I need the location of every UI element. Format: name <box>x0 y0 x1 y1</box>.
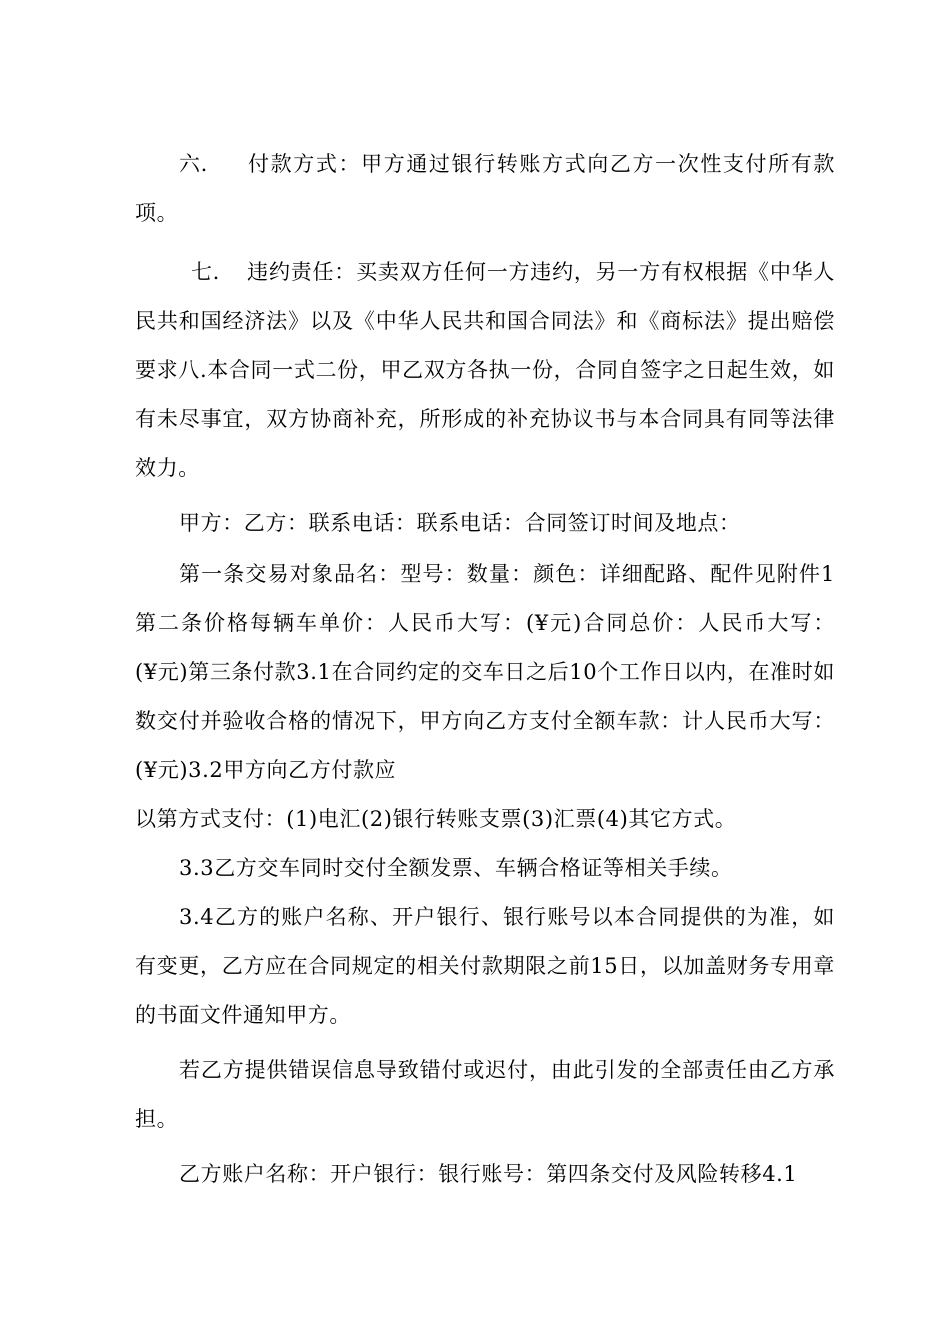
clause-text: 违约责任：买卖双方任何一方违约，另一方有权根据《中华人民共和国经济法》以及《中华人民共和国合同法》和《商标法》提出赔偿要求八.本合同一式二份，甲乙双方各执一份，合同自签字之日起生效，如有未尽事宜，双方协商补充，所形成的补充协议书与本合同具有同等法律效力。 <box>135 260 835 480</box>
clause-six <box>135 140 835 238</box>
clause-number: 六. <box>179 152 208 176</box>
clause-number: 七. <box>191 260 220 284</box>
payment-methods: 以第方式支付：(1)电汇(2)银行转账支票(3)汇票(4)其它方式。 <box>135 807 737 831</box>
clause-3-4: 3.4乙方的账户名称、开户银行、银行账号以本合同提供的为准，如有变更，乙方应在合同规定的相关付款期限之前15日，以加盖财务专用章的书面文件通知甲方。 <box>135 905 835 1027</box>
clause-text: 付款方式：甲方通过银行转账方式向乙方一次性支付所有款项。 <box>135 152 835 225</box>
signature-fields: 甲方：乙方：联系电话：联系电话：合同签订时间及地点： <box>179 511 741 535</box>
clause-seven <box>135 248 835 493</box>
account-fields: 乙方账户名称：开户银行：银行账号：第四条交付及风险转移4.1 <box>179 1162 798 1186</box>
error-liability: 若乙方提供错误信息导致错付或迟付，由此引发的全部责任由乙方承担。 <box>135 1058 835 1131</box>
contract-text <box>135 140 835 1199</box>
clause-3-3: 3.3乙方交车同时交付全额发票、车辆合格证等相关手续。 <box>179 856 733 880</box>
article-one-to-three: 第一条交易对象品名：型号：数量：颜色：详细配路、配件见附件1第二条价格每辆车单价：人民币大写：(¥元)合同总价：人民币大写：(¥元)第三条付款3.1在合同约定的交车日之后10个工作日以内，在准时如数交付并验收合格的情况下，甲方向乙方支付全额车款：计人民币大写：(¥元)3.2甲方向乙方付款应 <box>135 562 835 782</box>
